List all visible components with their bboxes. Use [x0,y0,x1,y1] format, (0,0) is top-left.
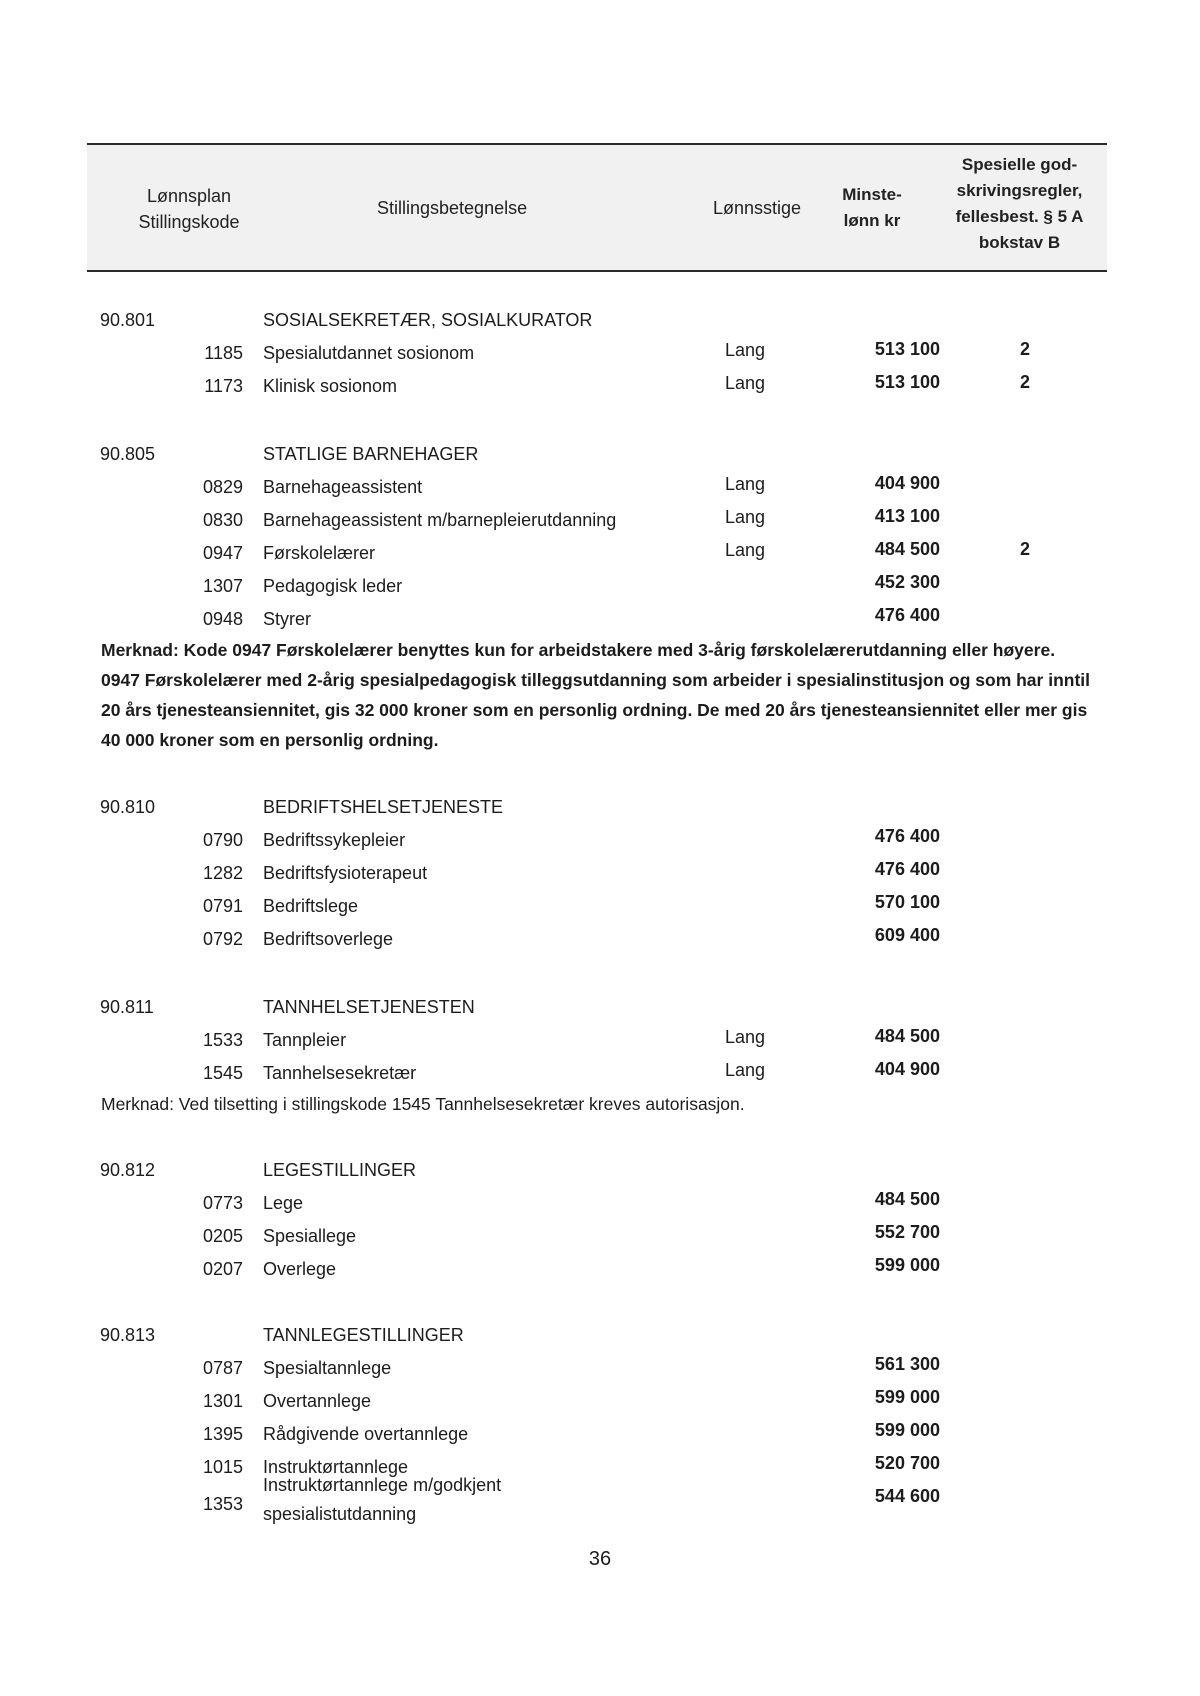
spesielle-regler: 2 [1019,339,1030,359]
merknad-line: Merknad: Kode 0947 Førskolelærer benyttes kun for arbeidstakere med 3-årig førskolelærerutdanning eller høyere. [101,640,1056,660]
merknad-note [101,635,1121,755]
minstelonn: 476 400 [874,859,940,879]
stillingsbetegnelse-line2: spesialistutdanning [263,1504,417,1524]
table-row [0,369,1200,403]
table-row [0,1384,1200,1418]
stillingsbetegnelse: Klinisk sosionom [263,376,398,396]
stillingskode: 1545 [202,1063,243,1083]
minstelonn: 413 100 [874,506,940,526]
stillingsbetegnelse: Bedriftssykepleier [263,830,406,850]
stillingsbetegnelse [263,1471,693,1529]
lonnsplan-code: 90.801 [100,310,156,330]
section-title: TANNLEGESTILLINGER [263,1325,464,1345]
stillingskode: 0947 [202,543,243,563]
spesielle-regler: 2 [1019,372,1030,392]
table-header [87,143,1107,272]
minstelonn: 404 900 [874,473,940,493]
stillingsbetegnelse: Barnehageassistent m/barnepleierutdanning [263,510,617,530]
minstelonn: 599 000 [874,1420,940,1440]
header-spes-line4: bokstav B [978,233,1061,252]
stillingskode: 1301 [202,1391,243,1411]
minstelonn: 609 400 [874,925,940,945]
stillingskode: 1353 [202,1494,243,1514]
section-heading [0,1155,1200,1185]
header-lonnsstige: Lønnsstige [712,198,802,218]
lonnsstige: Lang [725,340,766,360]
lonnsplan-code: 90.812 [100,1160,156,1180]
lonnsstige: Lang [725,507,766,527]
table-row [0,569,1200,603]
stillingsbetegnelse: Rådgivende overtannlege [263,1424,469,1444]
table-row [0,1417,1200,1451]
table-row [0,889,1200,923]
minstelonn: 520 700 [874,1453,940,1473]
header-minste-line1: Minste- [842,185,902,204]
stillingsbetegnelse-line1: Instruktørtannlege m/godkjent [263,1475,502,1495]
header-spes-line3: fellesbest. § 5 A [955,207,1084,226]
merknad-note [101,1089,1121,1119]
merknad-line: Merknad: Ved tilsetting i stillingskode 1545 Tannhelsesekretær kreves autorisasjon. [101,1094,745,1114]
table-row [0,1056,1200,1090]
section-heading [0,1320,1200,1350]
table-row [0,823,1200,857]
stillingsbetegnelse: Tannpleier [263,1030,347,1050]
minstelonn: 476 400 [874,826,940,846]
merknad-line: 40 000 kroner som en personlig ordning. [101,730,439,750]
header-spes-line1: Spesielle god- [961,155,1078,174]
section-heading [0,792,1200,822]
table-row [0,1186,1200,1220]
lonnsplan-code: 90.811 [100,997,154,1017]
section-heading [0,305,1200,335]
section-title: BEDRIFTSHELSETJENESTE [263,797,504,817]
stillingskode: 0829 [202,477,243,497]
table-row [0,1219,1200,1253]
header-minste-line2: lønn kr [843,211,901,230]
stillingsbetegnelse: Overtannlege [263,1391,372,1411]
header-spesielle [932,152,1107,256]
table-row [0,1023,1200,1057]
minstelonn: 513 100 [874,339,940,359]
header-lonnsplan-label: Lønnsplan [146,186,232,206]
table-row [0,1351,1200,1385]
stillingskode: 1533 [202,1030,243,1050]
minstelonn: 561 300 [874,1354,940,1374]
stillingskode: 1173 [204,376,243,396]
merknad-line: 20 års tjenesteansiennitet, gis 32 000 kroner som en personlig ordning. De med 20 års tjenesteansiennitet eller mer gis [101,700,1088,720]
table-row [0,1252,1200,1286]
table-row [0,1475,1200,1524]
stillingskode: 1307 [202,576,243,596]
header-spes-line2: skrivingsregler, [956,181,1083,200]
table-row [0,602,1200,636]
stillingskode: 0948 [202,609,243,629]
minstelonn: 404 900 [874,1059,940,1079]
page-number: 36 [588,1548,612,1570]
minstelonn: 484 500 [874,1189,940,1209]
lonnsplan-code: 90.813 [100,1325,156,1345]
stillingsbetegnelse: Lege [263,1193,304,1213]
lonnsstige: Lang [725,1027,766,1047]
stillingskode: 0791 [202,896,243,916]
stillingskode: 1282 [202,863,243,883]
stillingsbetegnelse: Barnehageassistent [263,477,423,497]
table-row [0,536,1200,570]
lonnsstige: Lang [725,1060,766,1080]
stillingskode: 0787 [202,1358,243,1378]
minstelonn: 599 000 [874,1387,940,1407]
section-heading [0,992,1200,1022]
stillingskode: 0792 [202,929,243,949]
minstelonn: 599 000 [874,1255,940,1275]
minstelonn: 544 600 [874,1486,940,1506]
header-stillingsbetegnelse: Stillingsbetegnelse [377,198,528,218]
table-row [0,922,1200,956]
header-stillingskode-label: Stillingskode [138,212,240,232]
minstelonn: 452 300 [874,572,940,592]
minstelonn: 484 500 [874,1026,940,1046]
minstelonn: 484 500 [874,539,940,559]
minstelonn: 570 100 [874,892,940,912]
stillingsbetegnelse: Pedagogisk leder [263,576,403,596]
table-row [0,856,1200,890]
stillingskode: 0207 [202,1259,243,1279]
lonnsplan-code: 90.805 [100,444,156,464]
minstelonn: 476 400 [874,605,940,625]
stillingsbetegnelse: Bedriftsfysioterapeut [263,863,428,883]
stillingsbetegnelse: Førskolelærer [263,543,376,563]
lonnsplan-code: 90.810 [100,797,156,817]
lonnsstige: Lang [725,540,766,560]
stillingsbetegnelse: Overlege [263,1259,337,1279]
stillingskode: 0830 [202,510,243,530]
header-minstelonn [812,182,932,234]
spesielle-regler: 2 [1019,539,1030,559]
stillingsbetegnelse: Spesialtannlege [263,1358,392,1378]
section-title: TANNHELSETJENESTEN [263,997,475,1017]
table-row [0,470,1200,504]
lonnsstige: Lang [725,373,766,393]
stillingsbetegnelse: Spesialutdannet sosionom [263,343,475,363]
stillingsbetegnelse: Spesiallege [263,1226,357,1246]
section-title: LEGESTILLINGER [263,1160,417,1180]
stillingsbetegnelse: Instruktørtannlege [263,1457,409,1477]
stillingsbetegnelse: Bedriftsoverlege [263,929,394,949]
section-title: SOSIALSEKRETÆR, SOSIALKURATOR [263,310,593,330]
merknad-line: 0947 Førskolelærer med 2-årig spesialpedagogisk tilleggsutdanning som arbeider i spesialinstitusjon og som har inntil [101,670,1090,690]
section-title: STATLIGE BARNEHAGER [263,444,479,464]
stillingsbetegnelse: Styrer [263,609,312,629]
stillingsbetegnelse: Tannhelsesekretær [263,1063,417,1083]
header-lonnsplan [109,183,269,235]
stillingskode: 0773 [202,1193,243,1213]
lonnsstige: Lang [725,474,766,494]
minstelonn: 552 700 [874,1222,940,1242]
stillingskode: 1015 [202,1457,243,1477]
stillingsbetegnelse: Bedriftslege [263,896,359,916]
stillingskode: 0205 [202,1226,243,1246]
section-heading [0,439,1200,469]
stillingskode: 0790 [202,830,243,850]
minstelonn: 513 100 [874,372,940,392]
stillingskode: 1395 [202,1424,243,1444]
stillingskode: 1185 [204,343,243,363]
